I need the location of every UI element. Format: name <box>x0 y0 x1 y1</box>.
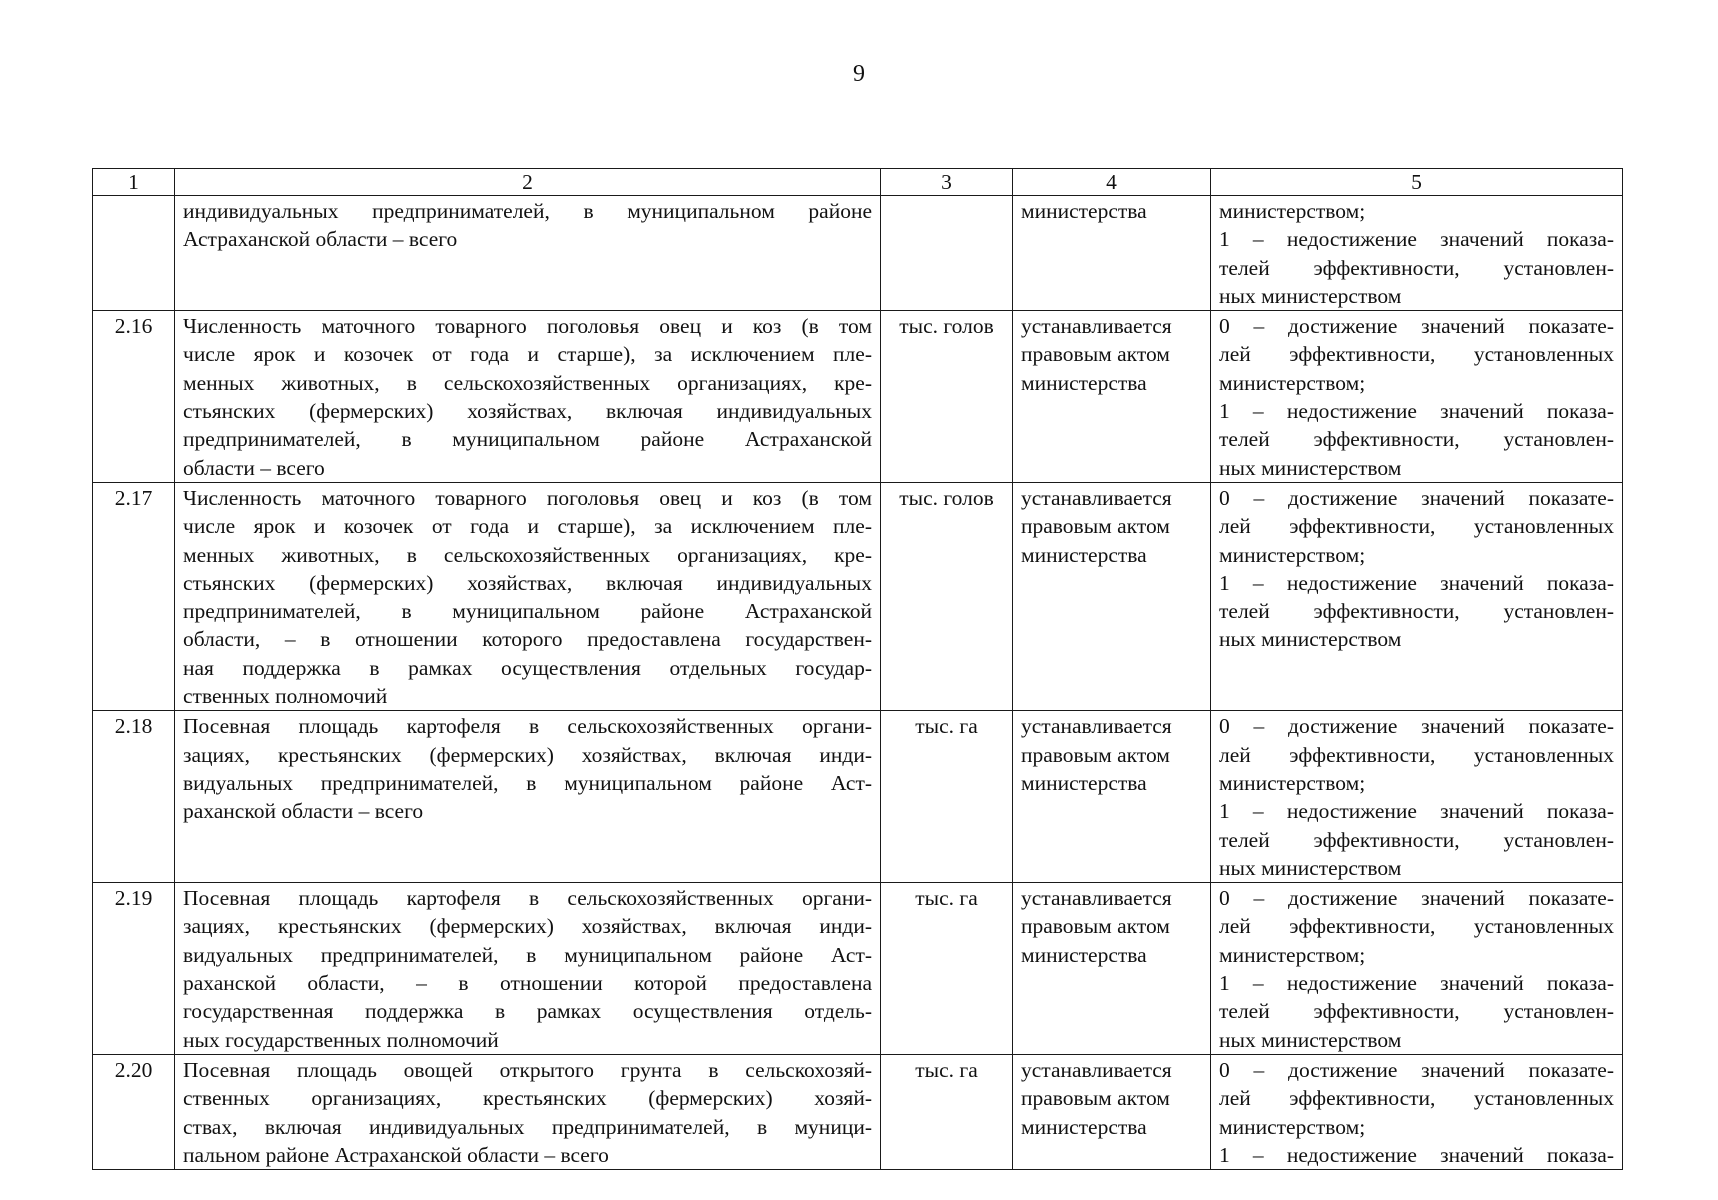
description-line: Численность маточного товарного поголовья овец и коз (в том <box>183 314 872 339</box>
description-line: предпринимателей, в муниципальном районе Астраханской <box>183 599 872 624</box>
row-number <box>93 196 175 311</box>
description-line: Посевная площадь картофеля в сельскохозяйственных органи- <box>183 886 872 911</box>
criteria-line: лей эффективности, установленных <box>1219 914 1614 939</box>
value-source <box>1013 1054 1211 1169</box>
column-header-4: 4 <box>1013 169 1211 196</box>
table-row <box>93 1054 1623 1169</box>
column-header-5: 5 <box>1211 169 1623 196</box>
description-line: раханской области, – в отношении которой предоставлена <box>183 971 872 996</box>
source-line: министерства <box>1021 1114 1147 1139</box>
evaluation-criteria <box>1211 883 1623 1055</box>
source-line: правовым актом <box>1021 1086 1170 1111</box>
criteria-line: 1 – недостижение значений показа- <box>1219 971 1614 996</box>
criteria-line: 0 – достижение значений показате- <box>1219 886 1614 911</box>
criteria-line: телей эффективности, установлен- <box>1219 999 1614 1024</box>
description-line: области – всего <box>183 455 325 480</box>
description-line: числе ярок и козочек от года и старше), за исключением пле- <box>183 342 872 367</box>
criteria-line: 1 – недостижение значений показа- <box>1219 799 1614 824</box>
description-line: числе ярок и козочек от года и старше), за исключением пле- <box>183 514 872 539</box>
description-line: Посевная площадь овощей открытого грунта в сельскохозяй- <box>183 1057 872 1082</box>
criteria-line: 1 – недостижение значений показа- <box>1219 1142 1614 1167</box>
criteria-line: телей эффективности, установлен- <box>1219 599 1614 624</box>
source-line: устанавливается <box>1021 886 1172 911</box>
source-line: правовым актом <box>1021 742 1170 767</box>
criteria-line: 1 – недостижение значений показа- <box>1219 227 1614 252</box>
description-line: области, – в отношении которого предоставлена государствен- <box>183 627 872 652</box>
description-line: индивидуальных предпринимателей, в муниципальном районе <box>183 199 872 223</box>
row-number: 2.20 <box>93 1054 175 1169</box>
unit-of-measure: тыс. голов <box>881 482 1013 710</box>
evaluation-criteria <box>1211 1054 1623 1169</box>
evaluation-criteria <box>1211 311 1623 483</box>
evaluation-criteria <box>1211 482 1623 710</box>
row-number: 2.17 <box>93 482 175 710</box>
description-line: менных животных, в сельскохозяйственных организациях, кре- <box>183 542 872 567</box>
criteria-line: ных министерством <box>1219 855 1402 880</box>
unit-of-measure: тыс. га <box>881 711 1013 883</box>
header-row <box>93 169 1623 196</box>
description-line: Численность маточного товарного поголовья овец и коз (в том <box>183 485 872 510</box>
evaluation-criteria <box>1211 196 1623 311</box>
criteria-line: ных министерством <box>1219 455 1402 480</box>
column-header-3: 3 <box>881 169 1013 196</box>
description-line: видуальных предпринимателей, в муниципальном районе Аст- <box>183 942 872 967</box>
criteria-line: лей эффективности, установленных <box>1219 514 1614 539</box>
description-line: видуальных предпринимателей, в муниципальном районе Аст- <box>183 770 872 795</box>
criteria-line: лей эффективности, установленных <box>1219 742 1614 767</box>
description-line: ных государственных полномочий <box>183 1027 499 1052</box>
criteria-line: 0 – достижение значений показате- <box>1219 1057 1614 1082</box>
table-row <box>93 711 1623 883</box>
description-line: Астраханской области – всего <box>183 227 458 252</box>
criteria-line: ных министерством <box>1219 627 1402 652</box>
criteria-line: ных министерством <box>1219 283 1402 308</box>
description-line: менных животных, в сельскохозяйственных организациях, кре- <box>183 370 872 395</box>
criteria-line: 0 – достижение значений показате- <box>1219 485 1614 510</box>
criteria-line: министерством; <box>1219 370 1366 395</box>
table-body <box>93 196 1623 1170</box>
criteria-line: министерством; <box>1219 199 1366 223</box>
unit-of-measure: тыс. голов <box>881 311 1013 483</box>
description-line: зациях, крестьянских (фермерских) хозяйствах, включая инди- <box>183 914 872 939</box>
evaluation-criteria <box>1211 711 1623 883</box>
indicator-description <box>175 1054 881 1169</box>
source-line: правовым актом <box>1021 914 1170 939</box>
criteria-line: телей эффективности, установлен- <box>1219 255 1614 280</box>
value-source <box>1013 482 1211 710</box>
description-line: ствах, включая индивидуальных предпринимателей, в муници- <box>183 1114 872 1139</box>
source-line: правовым актом <box>1021 514 1170 539</box>
row-number: 2.16 <box>93 311 175 483</box>
indicator-description <box>175 711 881 883</box>
description-line: государственная поддержка в рамках осуществления отдель- <box>183 999 872 1024</box>
criteria-line: министерством; <box>1219 770 1366 795</box>
source-line: министерства <box>1021 199 1147 223</box>
criteria-line: телей эффективности, установлен- <box>1219 827 1614 852</box>
source-line: устанавливается <box>1021 714 1172 739</box>
column-header-2: 2 <box>175 169 881 196</box>
criteria-line: министерством; <box>1219 942 1366 967</box>
source-line: устанавливается <box>1021 314 1172 339</box>
value-source <box>1013 311 1211 483</box>
source-line: министерства <box>1021 942 1147 967</box>
criteria-line: 0 – достижение значений показате- <box>1219 714 1614 739</box>
column-header-1: 1 <box>93 169 175 196</box>
description-line: зациях, крестьянских (фермерских) хозяйствах, включая инди- <box>183 742 872 767</box>
value-source <box>1013 711 1211 883</box>
criteria-line: министерством; <box>1219 1114 1366 1139</box>
table-row <box>93 311 1623 483</box>
description-line: Посевная площадь картофеля в сельскохозяйственных органи- <box>183 714 872 739</box>
criteria-line: телей эффективности, установлен- <box>1219 427 1614 452</box>
criteria-line: лей эффективности, установленных <box>1219 1086 1614 1111</box>
table-row <box>93 883 1623 1055</box>
indicator-description <box>175 883 881 1055</box>
page-number: 9 <box>853 61 865 87</box>
unit-of-measure: тыс. га <box>881 883 1013 1055</box>
description-line: пальном районе Астраханской области – всего <box>183 1142 609 1167</box>
description-line: стьянских (фермерских) хозяйствах, включая индивидуальных <box>183 570 872 595</box>
description-line: раханской области – всего <box>183 799 424 824</box>
source-line: министерства <box>1021 542 1147 567</box>
source-line: устанавливается <box>1021 485 1172 510</box>
unit-of-measure <box>881 196 1013 311</box>
row-number: 2.19 <box>93 883 175 1055</box>
indicator-description <box>175 482 881 710</box>
value-source <box>1013 883 1211 1055</box>
table-row <box>93 196 1623 311</box>
criteria-line: ных министерством <box>1219 1027 1402 1052</box>
row-number: 2.18 <box>93 711 175 883</box>
indicator-description <box>175 196 881 311</box>
value-source <box>1013 196 1211 311</box>
criteria-line: 1 – недостижение значений показа- <box>1219 399 1614 424</box>
criteria-line: лей эффективности, установленных <box>1219 342 1614 367</box>
indicator-description <box>175 311 881 483</box>
description-line: предпринимателей, в муниципальном районе Астраханской <box>183 427 872 452</box>
table-row <box>93 482 1623 710</box>
unit-of-measure: тыс. га <box>881 1054 1013 1169</box>
indicators-table <box>92 168 1623 1170</box>
source-line: министерства <box>1021 770 1147 795</box>
source-line: устанавливается <box>1021 1057 1172 1082</box>
description-line: ственных организациях, крестьянских (фермерских) хозяй- <box>183 1086 872 1111</box>
description-line: стьянских (фермерских) хозяйствах, включая индивидуальных <box>183 399 872 424</box>
description-line: ная поддержка в рамках осуществления отдельных государ- <box>183 655 872 680</box>
source-line: правовым актом <box>1021 342 1170 367</box>
criteria-line: министерством; <box>1219 542 1366 567</box>
criteria-line: 1 – недостижение значений показа- <box>1219 570 1614 595</box>
criteria-line: 0 – достижение значений показате- <box>1219 314 1614 339</box>
source-line: министерства <box>1021 370 1147 395</box>
description-line: ственных полномочий <box>183 684 388 709</box>
